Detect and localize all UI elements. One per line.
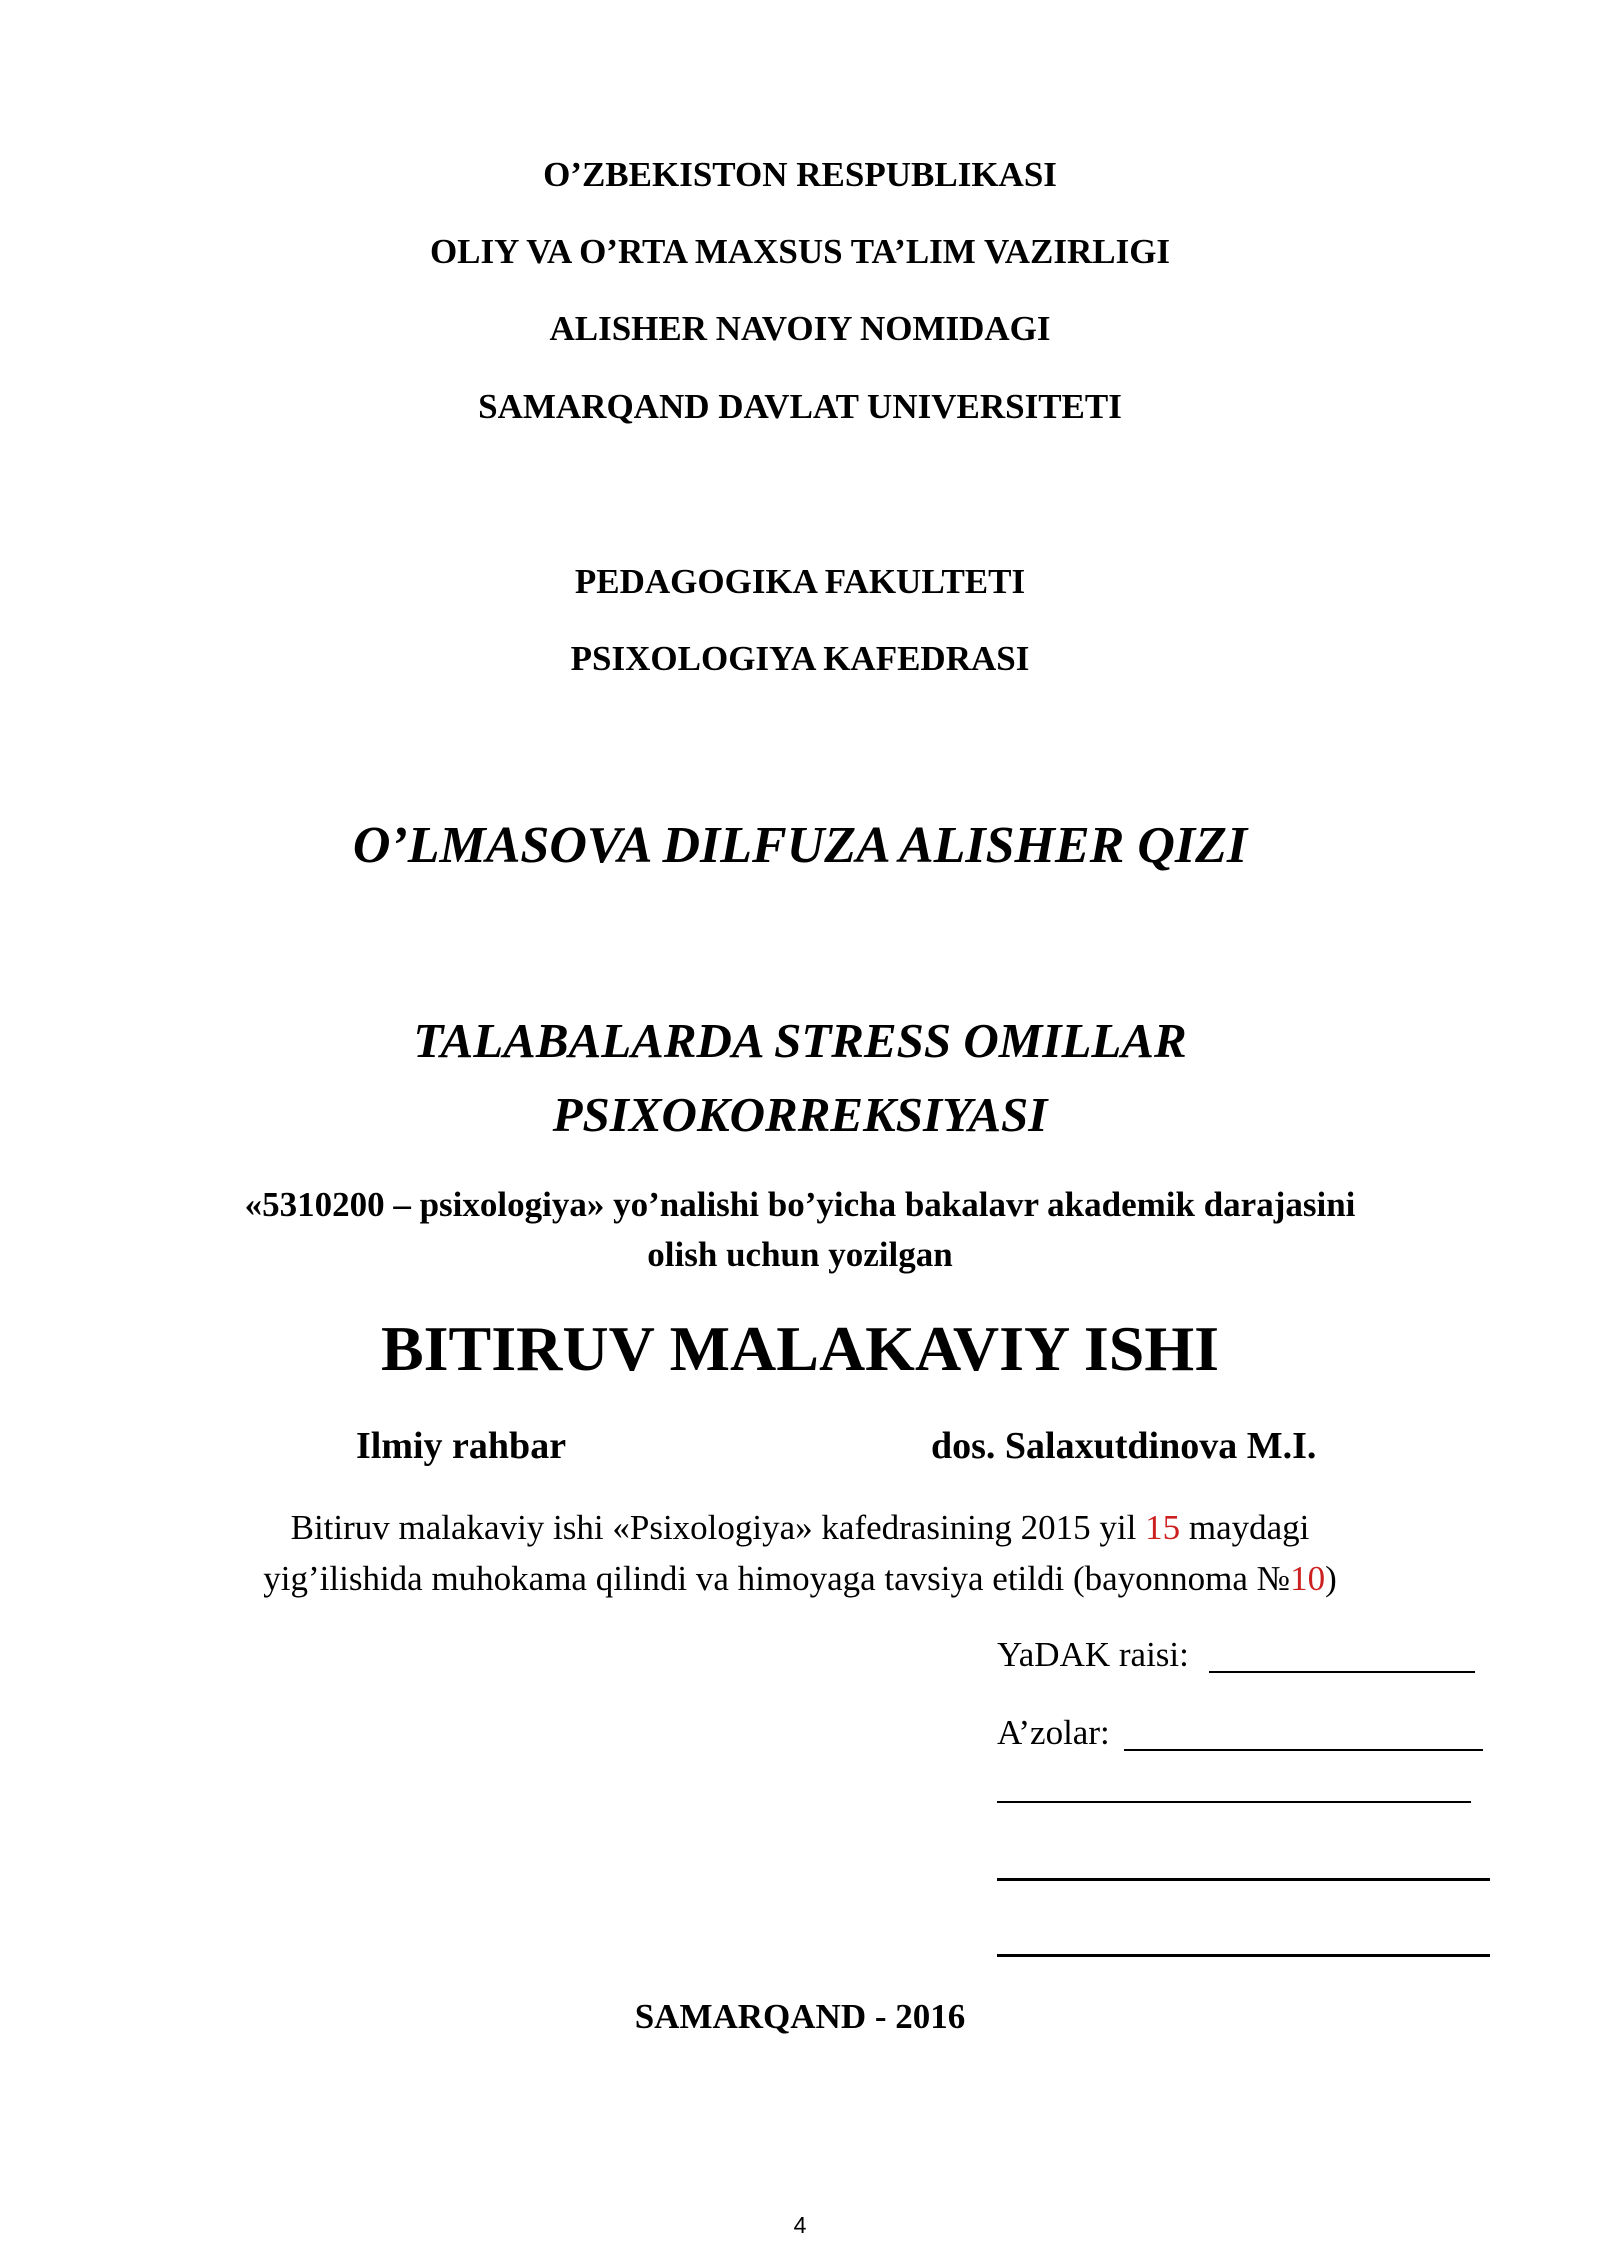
protocol-number: 10 [1290,1559,1326,1598]
work-title: BITIRUV MALAKAVIY ISHI [380,1313,1220,1384]
faculty-heading: PEDAGOGIKA FAKULTETI [574,562,1026,601]
meeting-text-2b: ) [1325,1559,1337,1598]
student-name: O’LMASOVA DILFUZA ALISHER QIZI [352,817,1248,874]
meeting-day: 15 [1145,1508,1181,1547]
page-number: 4 [793,2212,807,2238]
member-signature-line-2 [997,1801,1471,1803]
university-heading: SAMARQAND DAVLAT UNIVERSITETI [478,387,1122,426]
named-after-heading: ALISHER NAVOIY NOMIDAGI [549,309,1051,348]
member-signature-line-4 [997,1954,1490,1957]
meeting-line-1 [0,1507,1600,1549]
meeting-text-1a: Bitiruv malakaviy ishi «Psixologiya» kafedrasining 2015 yil [290,1508,1137,1547]
department-heading: PSIXOLOGIYA KAFEDRASI [570,639,1030,678]
meeting-text-2a: yig’ilishida muhokama qilindi va himoyaga tavsiya etildi (bayonnoma № [263,1559,1291,1598]
meeting-line-2 [0,1558,1600,1600]
republic-heading: O’ZBEKISTON RESPUBLIKASI [543,155,1057,194]
supervisor-label: Ilmiy rahbar [356,1425,567,1467]
purpose-line-2: olish uchun yozilgan [647,1235,953,1274]
member-signature-line-3 [997,1878,1490,1881]
chair-signature-line [1209,1671,1475,1673]
city-year: SAMARQAND - 2016 [634,1997,966,2036]
supervisor-name: dos. Salaxutdinova M.I. [931,1425,1317,1467]
members-label: A’zolar: [997,1713,1110,1752]
purpose-line-1: «5310200 – psixologiya» yo’nalishi bo’yicha bakalavr akademik darajasini [244,1185,1356,1224]
topic-line-2: PSIXOKORREKSIYASI [552,1087,1048,1142]
chair-label: YaDAK raisi: [997,1635,1189,1674]
ministry-heading: OLIY VA O’RTA MAXSUS TA’LIM VAZIRLIGI [429,232,1171,271]
topic-line-1: TALABALARDA STRESS OMILLAR [413,1013,1187,1068]
member-signature-line-1 [1124,1749,1483,1751]
meeting-text-1b: maydagi [1188,1508,1310,1547]
